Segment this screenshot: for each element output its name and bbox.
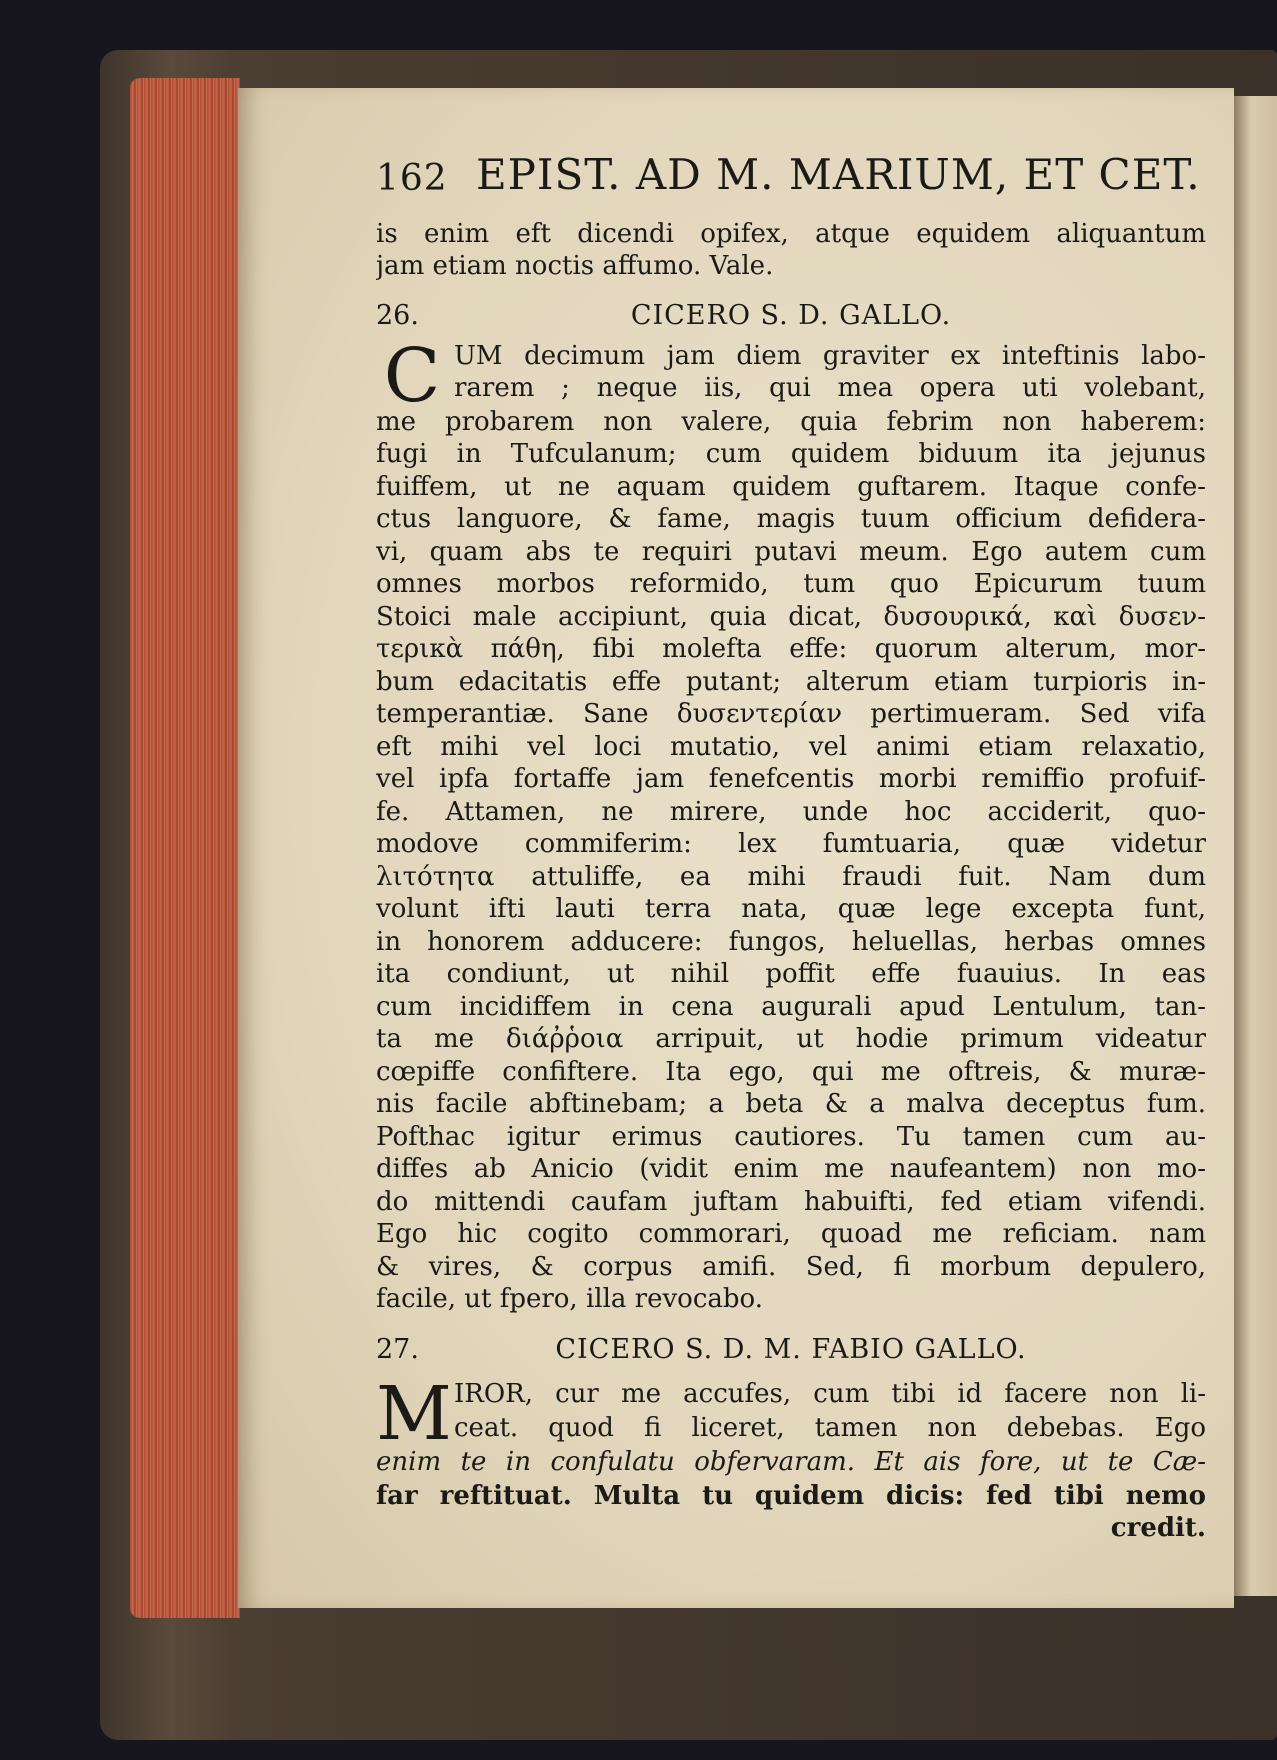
text-line: nis facile abftinebam; a beta & a malva deceptus fum. xyxy=(376,1089,1206,1119)
text-line: in honorem adducere: fungos, heluellas, herbas omnes xyxy=(376,927,1206,957)
text-line: UM decimum jam diem graviter ex inteftinis labo- xyxy=(454,341,1206,371)
text-line: temperantiæ. Sane δυσεντερίαν pertimueram. Sed vifa xyxy=(376,699,1206,729)
page-number: 162 xyxy=(376,158,448,199)
text-line: fe. Attamen, ne mirere, unde hoc acciderit, quo- xyxy=(376,797,1206,827)
text-line: fuiffem, ut ne aquam quidem guftarem. Itaque confe- xyxy=(376,472,1206,502)
text-line: do mittendi caufam juftam habuifti, fed etiam vifendi. xyxy=(376,1187,1206,1217)
text-line: eft mihi vel loci mutatio, vel animi etiam relaxatio, xyxy=(376,732,1206,762)
text-line: diffes ab Anicio (vidit enim me naufeantem) non mo- xyxy=(376,1154,1206,1184)
letter-heading xyxy=(376,296,1206,336)
text-line: Pofthac igitur erimus cautiores. Tu tamen cum au- xyxy=(376,1122,1206,1152)
text-line: cœpiffe confiftere. Ita ego, qui me oftreis, & muræ- xyxy=(376,1057,1206,1087)
text-line: me probarem non valere, quia febrim non haberem: xyxy=(376,407,1206,437)
text-line: rarem ; neque iis, qui mea opera uti volebant, xyxy=(454,373,1206,403)
drop-capital: C xyxy=(383,333,441,419)
text-line: vi, quam abs te requiri putavi meum. Ego autem cum xyxy=(376,537,1206,567)
text-line: is enim eft dicendi opifex, atque equidem aliquantum xyxy=(376,219,1206,249)
letter-title: CICERO S. D. GALLO. xyxy=(630,300,952,331)
letter-number: 26. xyxy=(376,300,419,331)
running-header xyxy=(376,150,1206,210)
catchword: credit. xyxy=(1110,1513,1206,1543)
text-line: enim te in confulatu obfervaram. Et ais fore, ut te Cæ- xyxy=(376,1447,1206,1477)
page-edges-red xyxy=(130,78,240,1618)
text-line: modove commiferim: lex fumtuaria, quæ videtur xyxy=(376,829,1206,859)
letter-number: 27. xyxy=(376,1334,419,1365)
text-line: facile, ut fpero, illa revocabo. xyxy=(376,1284,763,1314)
text-line: Ego hic cogito commorari, quoad me reficiam. nam xyxy=(376,1219,1206,1249)
text-line: ita condiunt, ut nihil poffit effe fuauius. In eas xyxy=(376,959,1206,989)
text-line: volunt ifti lauti terra nata, quæ lege excepta funt, xyxy=(376,894,1206,924)
text-line: ctus languore, & fame, magis tuum officium defidera- xyxy=(376,504,1206,534)
letter-heading xyxy=(376,1330,1206,1370)
text-line: Stoici male accipiunt, quia dicat, δυσουρικά, καὶ δυσεν- xyxy=(376,602,1206,632)
text-line: λιτότητα attuliffe, ea mihi fraudi fuit. Nam dum xyxy=(376,862,1206,892)
text-line: far reftituat. Multa tu quidem dicis: fed tibi nemo xyxy=(376,1481,1206,1511)
text-line: & vires, & corpus amifi. Sed, fi morbum depulero, xyxy=(376,1252,1206,1282)
text-line: omnes morbos reformido, tum quo Epicurum tuum xyxy=(376,569,1206,599)
text-line: IROR, cur me accufes, cum tibi id facere non li- xyxy=(454,1379,1206,1409)
text-line: fugi in Tufculanum; cum quidem biduum ita jejunus xyxy=(376,439,1206,469)
text-line: cum incidiffem in cena augurali apud Lentulum, tan- xyxy=(376,992,1206,1022)
text-line: ta me διάῤῥοια arripuit, ut hodie primum videatur xyxy=(376,1024,1206,1054)
letter-title: CICERO S. D. M. FABIO GALLO. xyxy=(555,1334,1027,1365)
text-line: jam etiam noctis affumo. Vale. xyxy=(376,251,774,281)
running-title: EPIST. AD M. MARIUM, ET CET. xyxy=(476,150,1201,199)
text-line: ceat. quod fi liceret, tamen non debebas. Ego xyxy=(454,1413,1206,1443)
facing-page-edge xyxy=(1234,96,1277,1596)
text-line: bum edacitatis effe putant; alterum etiam turpioris in- xyxy=(376,667,1206,697)
text-line: τερικὰ πάθη, fibi molefta effe: quorum alterum, mor- xyxy=(376,634,1206,664)
drop-capital: M xyxy=(376,1371,452,1457)
text-line: vel ipfa fortaffe jam fenefcentis morbi remiffio profuif- xyxy=(376,764,1206,794)
